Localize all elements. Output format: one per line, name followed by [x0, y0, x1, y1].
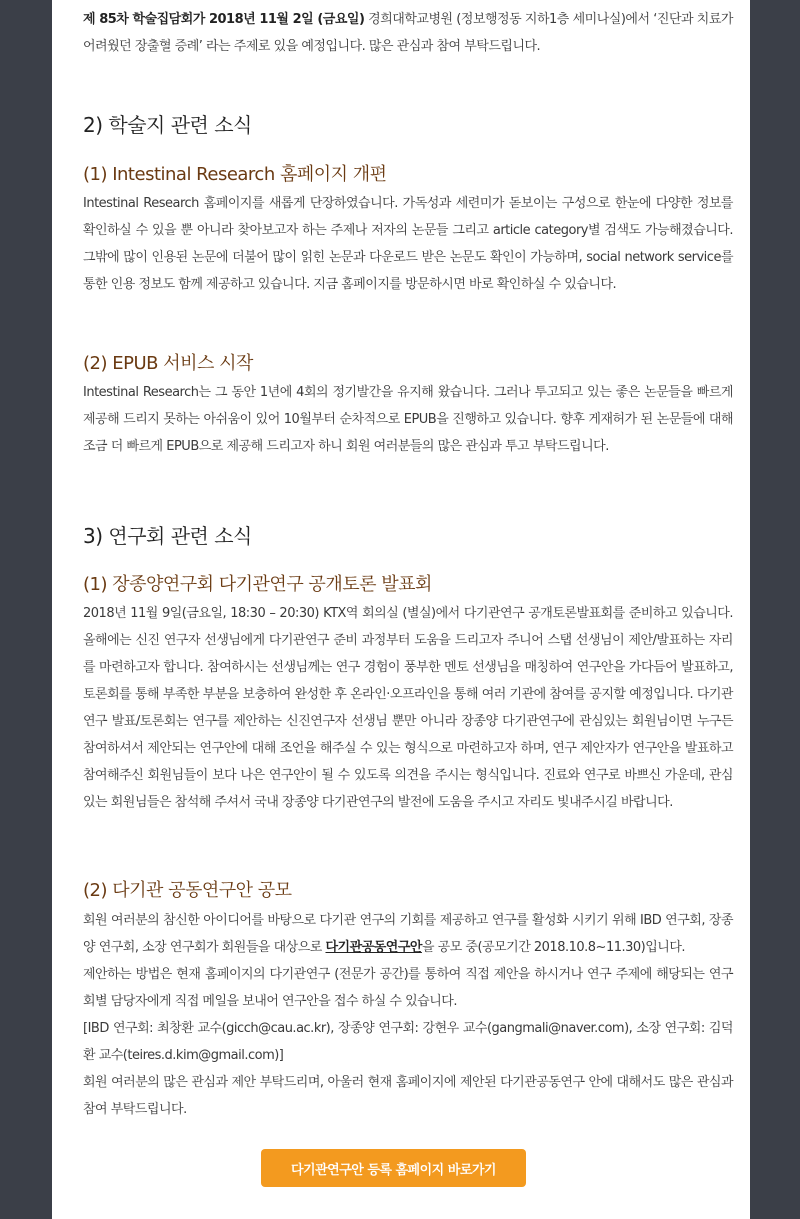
contest-paragraph-1 [83, 907, 733, 961]
register-research-button-label: 다기관연구안 등록 홈페이지 바로가기 [290, 1162, 496, 1178]
epub-subheading [83, 351, 733, 377]
contest-p1-text-a: 회원 여러분의 참신한 아이디어를 바탕으로 다기관 연구의 기회를 제공하고 연구를 활성화 시키기 위해 IBD 연구회, 장종양 연구회, 소장 연구회가 회원들을 대상으로 [83, 913, 733, 955]
contest-p1-text-b: 을 공모 중(공모기간 2018.10.8~11.30)입니다. [421, 940, 686, 955]
homepage-paragraph [83, 190, 733, 298]
research-heading-text: 3) 연구회 관련 소식 [83, 524, 252, 548]
homepage-subheading [83, 162, 733, 188]
intro-text: 경희대학교병원 (정보행정동 지하1층 세미나실)에서 ‘진단과 치료가 어려웠던 장출혈 증례’ 라는 주제로 있을 예정입니다. 많은 관심과 참여 부탁드립니다. [83, 12, 733, 54]
contest-subheading [83, 878, 733, 904]
journal-section-heading [83, 111, 733, 139]
epub-title: (2) EPUB 서비스 시작 [83, 353, 253, 374]
journal-heading-text: 2) 학술지 관련 소식 [83, 113, 252, 137]
research-section-heading [83, 522, 733, 550]
register-research-button[interactable] [261, 1149, 526, 1187]
contest-paragraph-4: 회원 여러분의 많은 관심과 제안 부탁드리며, 아울러 현재 홈페이지에 제안된 다기관공동연구 안에 대해서도 많은 관심과 참여 부탁드립니다. [83, 1075, 733, 1117]
contest-contacts: [IBD 연구회: 최창환 교수(gicch@cau.ac.kr), 장종양 연구회: 강현우 교수(gangmali@naver.com), 소장 연구회: 김덕환 교수(teires.d.kim@gmail.com)] [83, 1021, 733, 1063]
intro-paragraph [83, 6, 733, 60]
forum-title: (1) 장종양연구회 다기관연구 공개토론 발표회 [83, 574, 432, 595]
homepage-body: Intestinal Research 홈페이지를 새롭게 단장하였습니다. 가독성과 세련미가 돋보이는 구성으로 한눈에 다양한 정보를 확인하실 수 있을 뿐 아니라 찾아보고자 하는 주제나 저자의 논문들 그리고 article category별 검색도 가능해졌습니다. 그밖에 많이 인용된 논문에 더불어 많이 읽힌 논문과 다운로드 받은 논문도 확인이 가능하며, social network service를 통한 인용 정보도 함께 제공하고 있습니다. 지금 홈페이지를 방문하시면 바로 확인하실 수 있습니다. [83, 196, 733, 292]
forum-paragraph [83, 600, 733, 816]
forum-subheading [83, 572, 733, 598]
newsletter-page [52, 0, 750, 1219]
forum-body: 2018년 11월 9일(금요일, 18:30 – 20:30) KTX역 회의실 (별실)에서 다기관연구 공개토론발표회를 준비하고 있습니다. 올해에는 신진 연구자 선생님에게 다기관연구 준비 과정부터 도움을 드리고자 주니어 스탭 선생님이 제안/발표하는 자리를 마련하고자 합니다. 참여하시는 선생님께는 연구 경험이 풍부한 멘토 선생님을 매칭하여 연구안을 가다듬어 발표하고, 토론회를 통해 부족한 부분을 보충하여 완성한 후 온라인·오프라인을 통해 여러 기관에 참여를 공지할 예정입니다. 다기관연구 발표/토론회는 연구를 제안하는 신진연구자 선생님 뿐만 아니라 장종양 다기관연구에 관심있는 회원님이면 누구든 참여하셔서 제안되는 연구안에 대해 조언을 해주실 수 있는 형식으로 마련하고자 하며, 연구 제안자가 연구안을 발표하고 참여해주신 회원님들이 보다 나은 연구안이 될 수 있도록 의견을 주시는 형식입니다. 진료와 연구로 바쁘신 가운데, 관심있는 회원님들은 참석해 주셔서 국내 장종양 다기관연구의 발전에 도움을 주시고 자리도 빛내주시길 바랍니다. [83, 606, 733, 810]
contest-paragraphs [83, 907, 733, 1123]
homepage-title: (1) Intestinal Research 홈페이지 개편 [83, 164, 387, 185]
contest-highlight-link[interactable]: 다기관공동연구안 [325, 940, 422, 955]
epub-paragraph [83, 379, 733, 460]
contest-paragraph-2: 제안하는 방법은 현재 홈페이지의 다기관연구 (전문가 공간)를 통하여 직접 제안을 하시거나 연구 주제에 해당되는 연구회별 담당자에게 직접 메일을 보내어 연구안을 접수 하실 수 있습니다. [83, 967, 733, 1009]
intro-date: 제 85차 학술집담회가 2018년 11월 2일 (금요일) [83, 12, 365, 27]
epub-body: Intestinal Research는 그 동안 1년에 4회의 정기발간을 유지해 왔습니다. 그러나 투고되고 있는 좋은 논문들을 빠르게 제공해 드리지 못하는 아쉬움이 있어 10월부터 순차적으로 EPUB을 진행하고 있습니다. 향후 게재허가 된 논문들에 대해 조금 더 빠르게 EPUB으로 제공해 드리고자 하니 회원 여러분들의 많은 관심과 투고 부탁드립니다. [83, 385, 733, 454]
contest-title: (2) 다기관 공동연구안 공모 [83, 880, 292, 901]
